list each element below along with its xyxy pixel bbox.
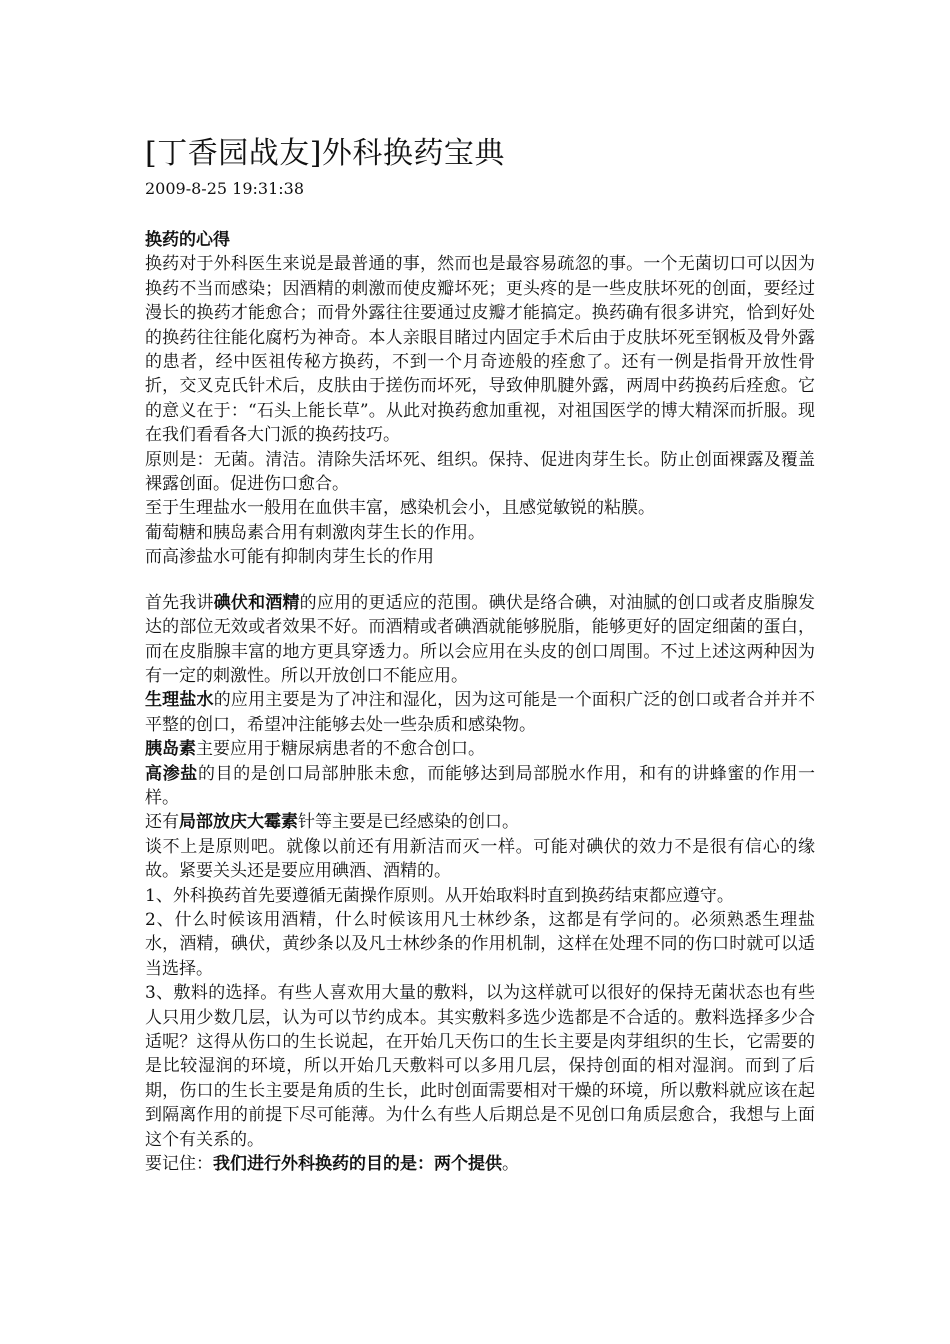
remember-paragraph — [145, 1152, 815, 1176]
gentamicin-text: 针等主要是已经感染的创口。 — [298, 812, 519, 833]
intro-paragraph: 换药对于外科医生来说是最普通的事，然而也是最容易疏忽的事。一个无菌切口可以因为换药不当而感染；因酒精的刺激而使皮瓣坏死；更头疼的是一些皮肤坏死的创面，要经过漫长的换药才能愈合；而骨外露往往要通过皮瓣才能搞定。换药确有很多讲究，恰到好处的换药往往能化腐朽为神奇。本人亲眼目睹过内固定手术后由于皮肤坏死至钢板及骨外露的患者，经中医祖传秘方换药，不到一个月奇迹般的痊愈了。还有一例是指骨开放性骨折，交叉克氏针术后，皮肤由于搓伤而坏死，导致伸肌腱外露，两周中药换药后痊愈。它的意义在于：“石头上能长草”。从此对换药愈加重视，对祖国医学的博大精深而折服。现在我们看看各大门派的换药技巧。 — [145, 254, 815, 446]
hypertonic-paragraph — [145, 762, 815, 811]
iodine-text: 的应用的更适应的范围。碘伏是络合碘，对油腻的创口或者皮脂腺发达的部位无效或者效果不好。而酒精或者碘酒就能够脱脂，能够更好的固定细菌的蛋白，而在皮脂腺丰富的地方更具穿透力。所以会应用在头皮的创口周围。不过上述这两种因为有一定的刺激性。所以开放创口不能应用。 — [145, 592, 816, 686]
section-heading: 换药的心得 — [145, 230, 230, 250]
gentamicin-term: 局部放庆大霉素 — [179, 812, 298, 833]
remember-suffix: 。 — [502, 1154, 519, 1175]
saline-paragraph — [145, 688, 815, 737]
list-item-1: 1、外科换药首先要遵循无菌操作原则。从开始取料时直到换药结束都应遵守。 — [145, 885, 734, 906]
insulin-term: 胰岛素 — [145, 739, 196, 760]
saline-text: 的应用主要是为了冲注和湿化，因为这可能是一个面积广泛的创口或者合并并不平整的创口，希望冲注能够去处一些杂质和感染物。 — [145, 690, 816, 735]
post-date: 2009-8-25 19:31:38 — [145, 179, 305, 198]
principle-paragraph: 原则是：无菌。清洁。清除失活坏死、组织。保持、促进肉芽生长。防止创面裸露及覆盖裸露创面。促进伤口愈合。 — [145, 449, 815, 495]
iodine-term: 碘伏和酒精 — [213, 592, 300, 613]
iodine-prefix: 首先我讲 — [145, 592, 214, 613]
saline-note: 至于生理盐水一般用在血供丰富，感染机会小，且感觉敏锐的粘膜。 — [145, 498, 655, 519]
gentamicin-paragraph — [145, 810, 815, 834]
gentamicin-prefix: 还有 — [145, 812, 179, 833]
saline-term: 生理盐水 — [145, 690, 214, 711]
not-principle-paragraph: 谈不上是原则吧。就像以前还有用新洁而灭一样。可能对碘伏的效力不是很有信心的缘故。紧要关头还是要应用碘酒、酒精的。 — [145, 836, 815, 882]
hypertonic-text: 的目的是创口局部肿胀未愈，而能够达到局部脱水作用，和有的讲蜂蜜的作用一样。 — [145, 763, 816, 808]
document-title: [丁香园战友]外科换药宝典 — [145, 136, 505, 171]
remember-bold: 我们进行外科换药的目的是：两个提供 — [213, 1154, 502, 1175]
remember-prefix: 要记住： — [145, 1154, 213, 1175]
hypertonic-note: 而高渗盐水可能有抑制肉芽生长的作用 — [145, 547, 434, 568]
iodine-paragraph — [145, 591, 815, 689]
list-item-3: 3、敷料的选择。有些人喜欢用大量的敷料，以为这样就可以很好的保持无菌状态也有些人只用少数几层，认为可以节约成本。其实敷料多选少选都是不合适的。敷料选择多少合适呢？这得从伤口的生长说起，在开始几天伤口的生长主要是肉芽组织的生长，它需要的是比较湿润的环境，所以开始几天敷料可以多用几层，保持创面的相对湿润。而到了后期，伤口的生长主要是角质的生长，此时创面需要相对干燥的环境，所以敷料就应该在起到隔离作用的前提下尽可能薄。为什么有些人后期总是不见创口角质层愈合，我想与上面这个有关系的。 — [145, 983, 815, 1150]
glucose-note: 葡萄糖和胰岛素合用有刺激肉芽生长的作用。 — [145, 522, 485, 543]
list-item-2: 2、什么时候该用酒精，什么时候该用凡士林纱条，这都是有学问的。必须熟悉生理盐水，酒精，碘伏，黄纱条以及凡士林纱条的作用机制，这样在处理不同的伤口时就可以适当选择。 — [145, 909, 815, 979]
insulin-paragraph — [145, 737, 815, 761]
insulin-text: 主要应用于糖尿病患者的不愈合创口。 — [196, 739, 485, 760]
hypertonic-term: 高渗盐 — [145, 763, 198, 784]
document-content — [145, 134, 815, 1176]
